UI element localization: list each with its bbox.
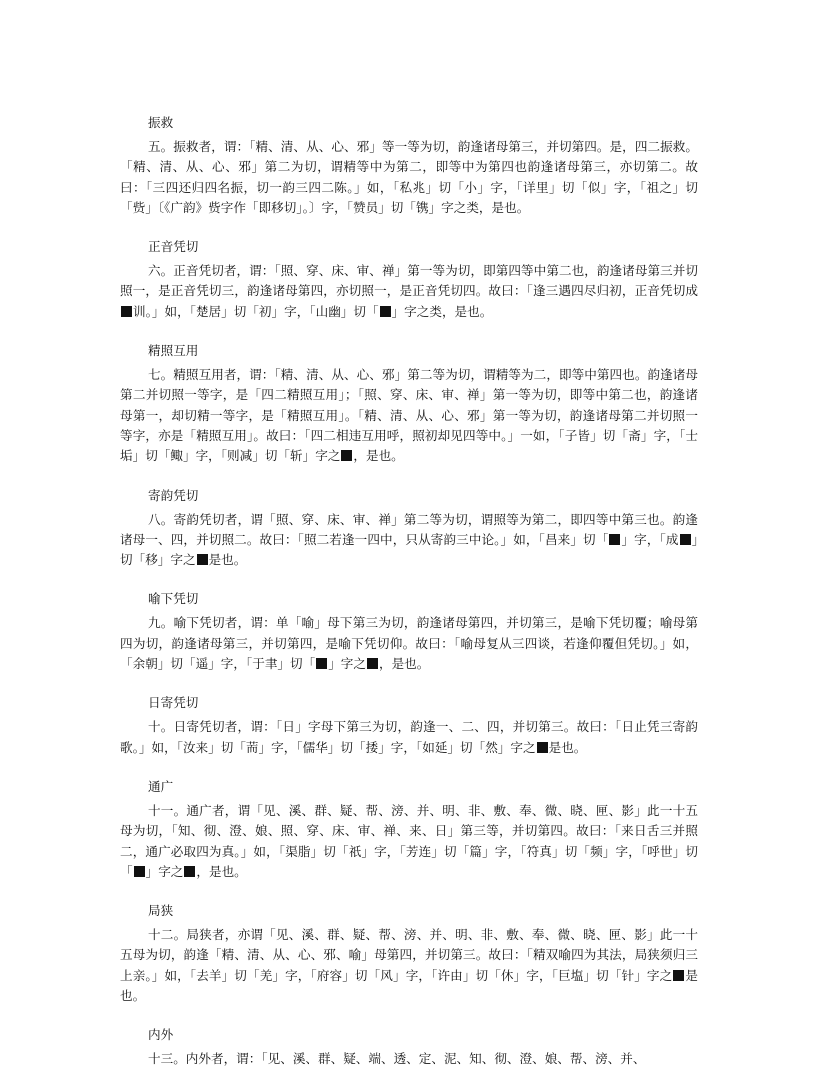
section-neiwai bbox=[120, 1025, 698, 1069]
section-title: 局狭 bbox=[148, 903, 174, 919]
section-title: 寄韵凭切 bbox=[148, 487, 199, 503]
missing-glyph-block bbox=[537, 742, 548, 753]
missing-glyph-block bbox=[184, 866, 195, 877]
section-body: 十三。内外者，谓：「见、溪、群、疑、端、透、定、泥、知、彻、澄、娘、帮、滂、并、 bbox=[148, 1051, 646, 1067]
section-riji-pingqie bbox=[120, 693, 698, 758]
missing-glyph-block bbox=[134, 866, 145, 877]
section-zhenjiu bbox=[120, 113, 698, 218]
section-title: 内外 bbox=[148, 1027, 174, 1043]
missing-glyph-block bbox=[341, 450, 352, 461]
section-title: 喻下凭切 bbox=[148, 591, 199, 607]
missing-glyph-block bbox=[609, 534, 620, 545]
missing-glyph-block bbox=[673, 970, 684, 981]
missing-glyph-block bbox=[680, 534, 691, 545]
section-body: 十。日寄凭切者，谓：「日」字母下第三为切，韵逢一、二、四，并切第三。故曰：「日止凭三寄韵歌。」如，「汝来」切「荋」字，「儒华」切「捼」字，「如延」切「然」字之 是也。 bbox=[120, 719, 698, 755]
section-body: 七。精照互用者，谓：「精、清、从、心、邪」第二等为切，谓精等为二，即等中第四也。韵逢诸母第二并切照一等字，是「四二精照互用」；「照、穿、床、审、禅」第一等为切，即等中第二也，韵逢诸母第一，却切精一等字，是「精照互用」。「精、清、从、心、邪」第一等为切，韵逢诸母第二并切照一等字，亦是「精照互用」。故曰：「四二相违互用呼，照初却见四等中。」一如，「子皆」切「斋」字，「士垢」切「鲰」字，「则减」切「斩」字之 ，是也。 bbox=[120, 367, 698, 464]
missing-glyph-block bbox=[197, 554, 208, 565]
missing-glyph-block bbox=[367, 658, 378, 669]
missing-glyph-block bbox=[380, 306, 391, 317]
section-title: 正音凭切 bbox=[148, 239, 199, 255]
section-title: 通广 bbox=[148, 778, 174, 794]
section-yuxia-pingqie bbox=[120, 589, 698, 674]
section-jiyun-pingqie bbox=[120, 486, 698, 571]
section-body: 十二。局狭者，亦谓「见、溪、群、疑、帮、滂、并、明、非、敷、奉、微、晓、匣、影」此一十五母为切，韵逢「精、清、从、心、邪、喻」母第四，并切第三。故曰：「精双喻四为其法，局狭须归三上亲。」如，「去羊」切「羌」字，「府容」切「风」字，「许由」切「休」字，「巨塩」切「针」字之 是也。 bbox=[120, 927, 698, 1004]
section-title: 精照互用 bbox=[148, 343, 199, 359]
section-juxia bbox=[120, 901, 698, 1006]
section-body: 六。正音凭切者，谓：「照、穿、床、审、禅」第一等为切，即第四等中第二也，韵逢诸母第三并切照一，是正音凭切三，韵逢诸母第四，亦切照一，是正音凭切四。故曰：「逢三遇四尽归初，正音凭切成训。」如，「楚居」切「初」字，「山幽」切「 」字之类，是也。 bbox=[120, 263, 698, 319]
section-title: 日寄凭切 bbox=[148, 695, 199, 711]
missing-glyph-block bbox=[316, 658, 327, 669]
section-jingzhao-huyong bbox=[120, 341, 698, 466]
section-body: 九。喻下凭切者，谓：单「喻」母下第三为切，韵逢诸母第四，并切第三，是喻下凭切覆；喻母第四为切，韵逢诸母第三，并切第四，是喻下凭切仰。故曰：「喻母复从三四谈，若逢仰覆但凭切。」如，「余朝」切「遥」字，「于聿」切「 」字之 ，是也。 bbox=[120, 615, 698, 672]
section-zhengyin-pingqie bbox=[120, 237, 698, 322]
document-page bbox=[120, 113, 698, 1089]
section-body: 八。寄韵凭切者，谓「照、穿、床、审、禅」第二等为切，谓照等为第二，即四等中第三也。韵逢诸母一、四，并切照二。故曰：「照二若逢一四中，只从寄韵三中论。」如，「昌来」切「 」字，「成 」切「移」字之 是也。 bbox=[120, 511, 698, 568]
section-body: 十一。通广者，谓「见、溪、群、疑、帮、滂、并、明、非、敷、奉、微、晓、匣、影」此一十五母为切，「知、彻、澄、娘、照、穿、床、审、禅、来、日」第三等，并切第四。故曰：「来日舌三并照二，通广必取四为真。」如，「渠脂」切「祇」字，「芳连」切「篇」字，「符真」切「频」字，「呼世」切「 」字之 ，是也。 bbox=[120, 802, 698, 879]
section-title: 振救 bbox=[148, 115, 174, 130]
section-tongguang bbox=[120, 777, 698, 882]
missing-glyph-block bbox=[121, 306, 132, 317]
section-body: 五。振救者，谓：「精、清、从、心、邪」等一等为切，韵逢诸母第三，并切第四。是，四二振救。「精、清、从、心、邪」第二为切，谓精等中为第二，即等中为第四也韵逢诸母第三，亦切第二。故曰：「三四还归四名振，切一韵三四二陈。」如，「私兆」切「小」字，「详里」切「似」字，「祖之」切「赀」〔《广韵》赀字作「即移切」。〕字，「赞员」切「镌」字之类，是也。 bbox=[120, 139, 698, 215]
